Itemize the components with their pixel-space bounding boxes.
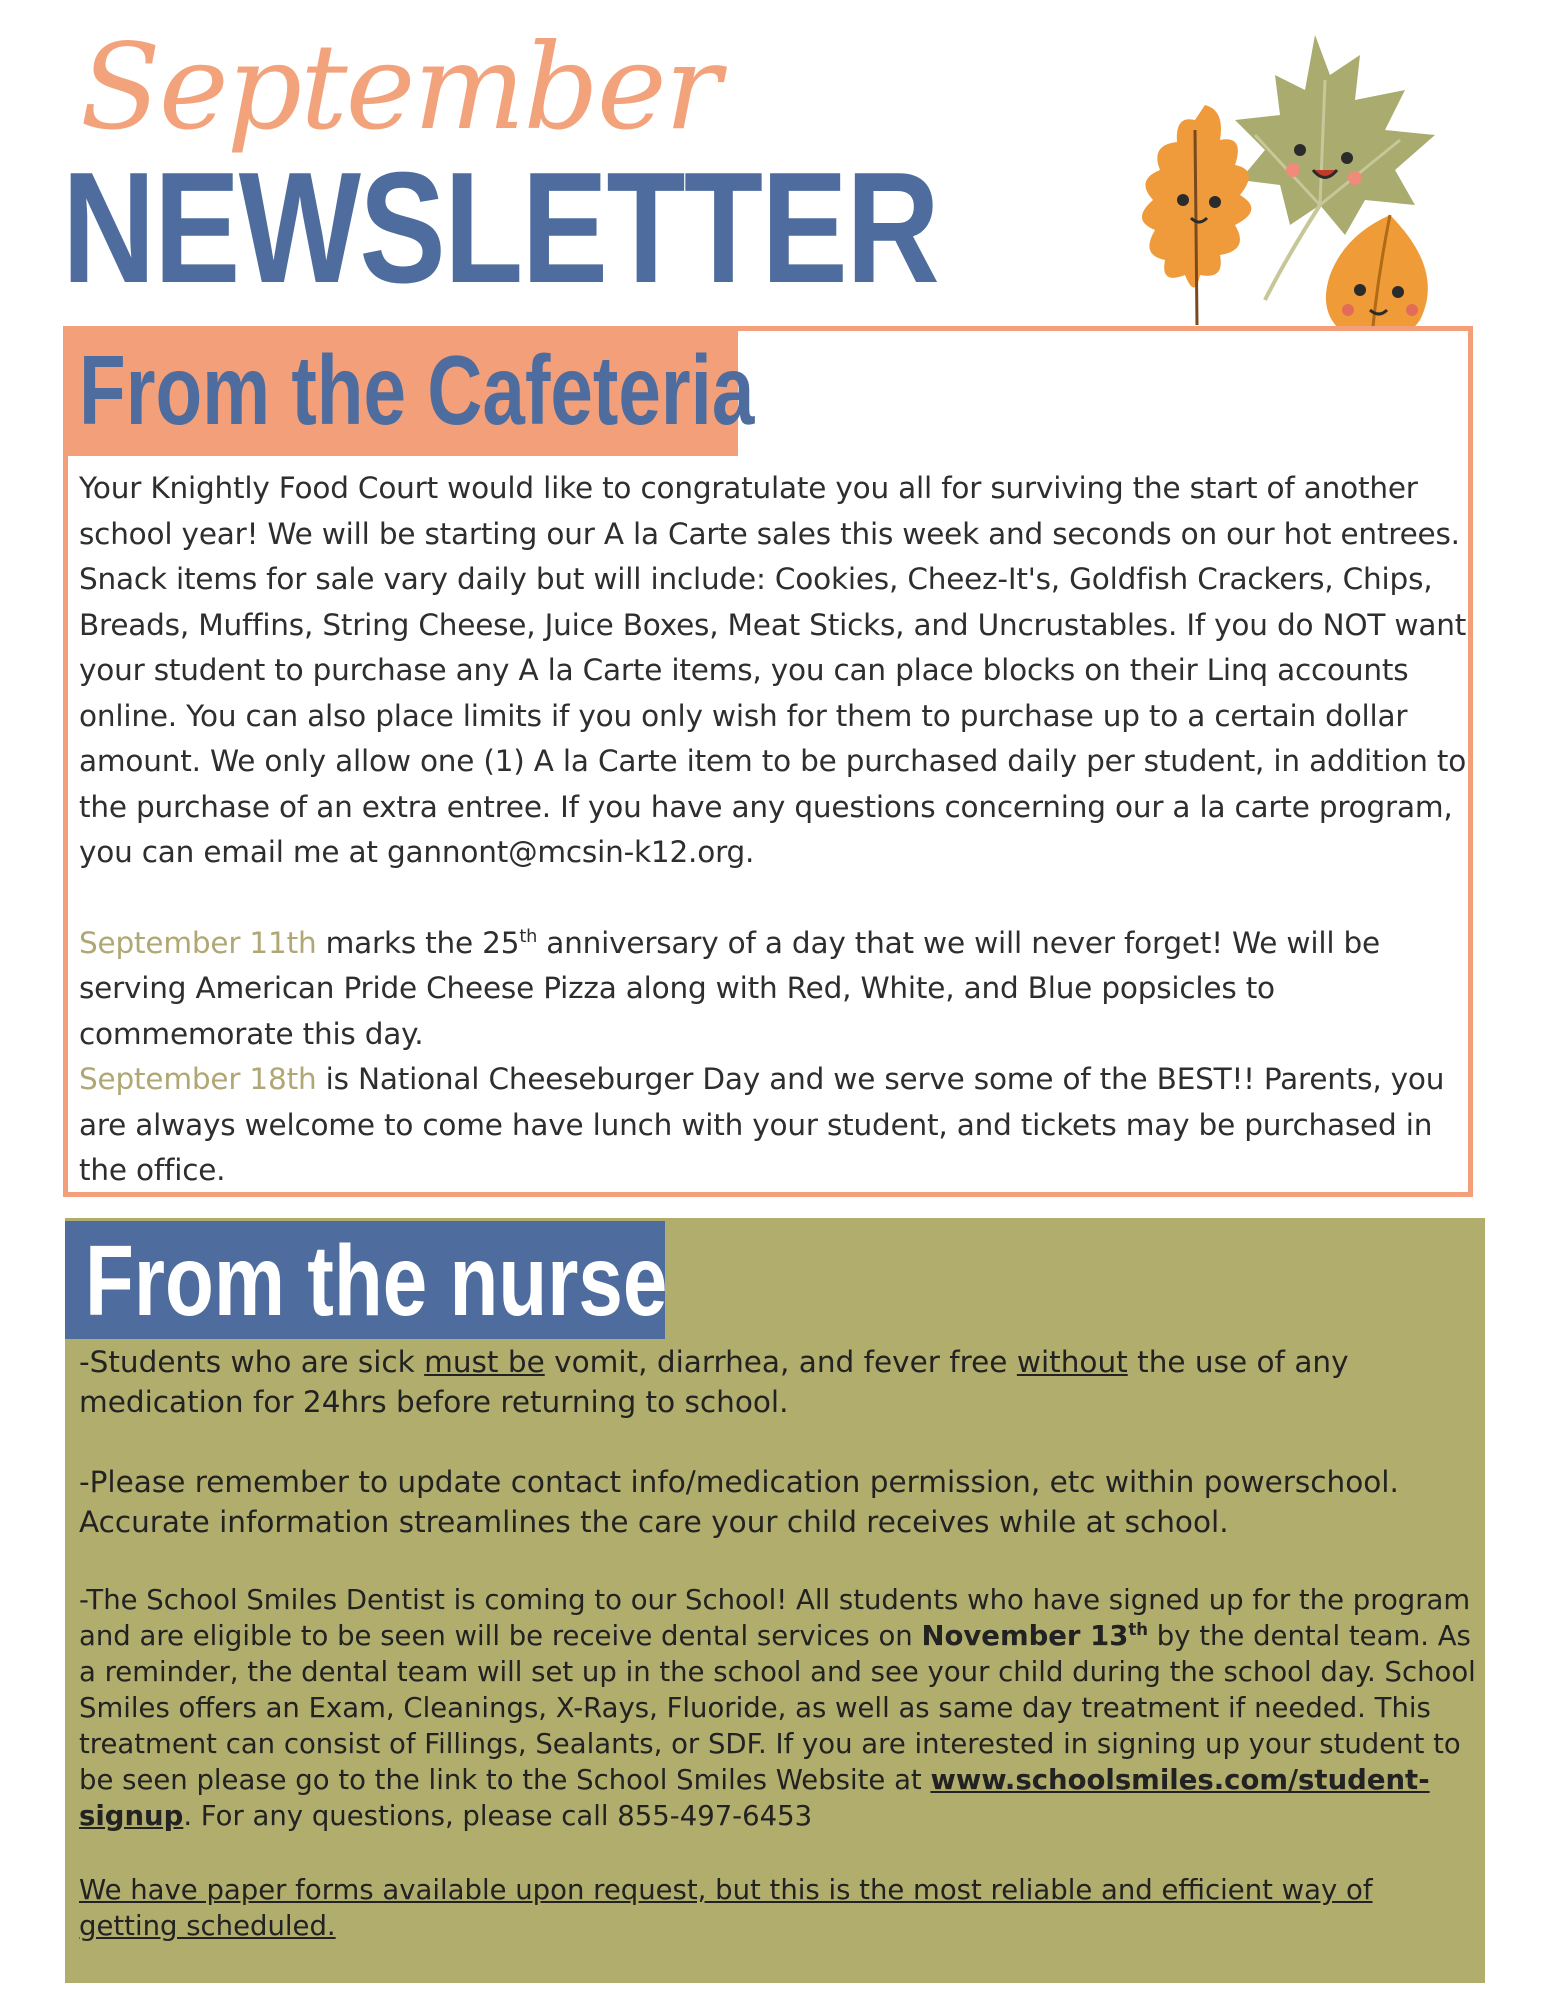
nurse-heading-banner <box>65 1221 668 1339</box>
nurse-p3-text-c: . For any questions, please call 855-497-6453 <box>183 1800 813 1832</box>
sep11-text-a: marks the 25 <box>316 925 520 960</box>
nurse-contact-info: -Please remember to update contact info/medication permission, etc within powerschool. Accurate information streamlines the care your child receives while at school. <box>79 1465 1399 1539</box>
nurse-paper-forms-note: We have paper forms available upon request, but this is the most reliable and efficient way of getting scheduled. <box>79 1874 1373 1942</box>
sep11-text-b: anniversary of a day that we will never forget! We will be serving American Pride Cheese Pizza along with Red, White, and Blue popsicles to commemorate this day. <box>79 925 1380 1051</box>
sep18-text: is National Cheeseburger Day and we serve some of the BEST!! Parents, you are always welcome to come have lunch with your student, and tickets may be purchased in the office. <box>79 1062 1445 1187</box>
nurse-heading: From the nurse <box>85 1225 668 1337</box>
dental-date: November 13 <box>921 1620 1129 1652</box>
sep11-paragraph <box>79 921 1471 1058</box>
cafeteria-heading-banner <box>63 326 755 456</box>
cafeteria-body <box>79 466 1471 1194</box>
nurse-sick-policy <box>79 1342 1479 1422</box>
oak-leaf-icon <box>1142 105 1251 325</box>
nurse-p3-text-a: -The School Smiles Dentist is coming to our School! All students who have signed up for the program and are eligible to be seen will be receive dental services on <box>79 1584 1471 1652</box>
nurse-p1-text-c: the use of any medication for 24hrs before returning to school. <box>79 1345 1349 1419</box>
sep11-sup: th <box>519 926 538 947</box>
nurse-p1-emphasis-b: without <box>1016 1345 1128 1379</box>
nurse-dental-program <box>79 1582 1479 1834</box>
dental-date-sup: th <box>1128 1619 1148 1639</box>
newsletter-title: NEWSLETTER <box>62 140 939 316</box>
nurse-body <box>79 1342 1479 1944</box>
school-smiles-link[interactable]: www.schoolsmiles.com/student-signup <box>79 1764 1430 1832</box>
nurse-p3-text-b: by the dental team. As a reminder, the dental team will set up in the school and see your child during the school day. School Smiles offers an Exam, Cleanings, X-Rays, Fluoride, as well as same day treatment if needed. This treatment can consist of Fillings, Sealants, or SDF. If you are interested in signing up your student to be seen please go to the link to the School Smiles Website at <box>79 1620 1476 1796</box>
nurse-p1-text-b: vomit, diarrhea, and fever free <box>544 1345 1017 1379</box>
cafeteria-intro: Your Knightly Food Court would like to congratulate you all for surviving the start of another school year! We will be starting our A la Carte sales this week and seconds on our hot entrees. Snack items for sale vary daily but will include: Cookies, Cheez-It's, Goldfish Crackers, Chips, Breads, Muffins, String Cheese, Juice Boxes, Meat Sticks, and Uncrustables. If you do NOT want your student to purchase any A la Carte items, you can place blocks on their Linq accounts online. You can also place limits if you only wish for them to purchase up to a certain dollar amount. We only allow one (1) A la Carte item to be purchased daily per student, in addition to the purchase of an extra entree. If you have any questions concerning our a la carte program, you can email me at gannont@mcsin-k12.org. <box>79 471 1467 869</box>
nurse-p1-emphasis-a: must be <box>424 1345 545 1379</box>
nurse-p1-text-a: -Students who are sick <box>79 1345 425 1379</box>
cafeteria-heading: From the Cafeteria <box>79 335 755 445</box>
sep18-date: September 18th <box>79 1062 317 1096</box>
script-title-text: September <box>80 18 720 156</box>
sep18-paragraph <box>79 1057 1471 1194</box>
sep11-date: September 11th <box>79 925 317 960</box>
